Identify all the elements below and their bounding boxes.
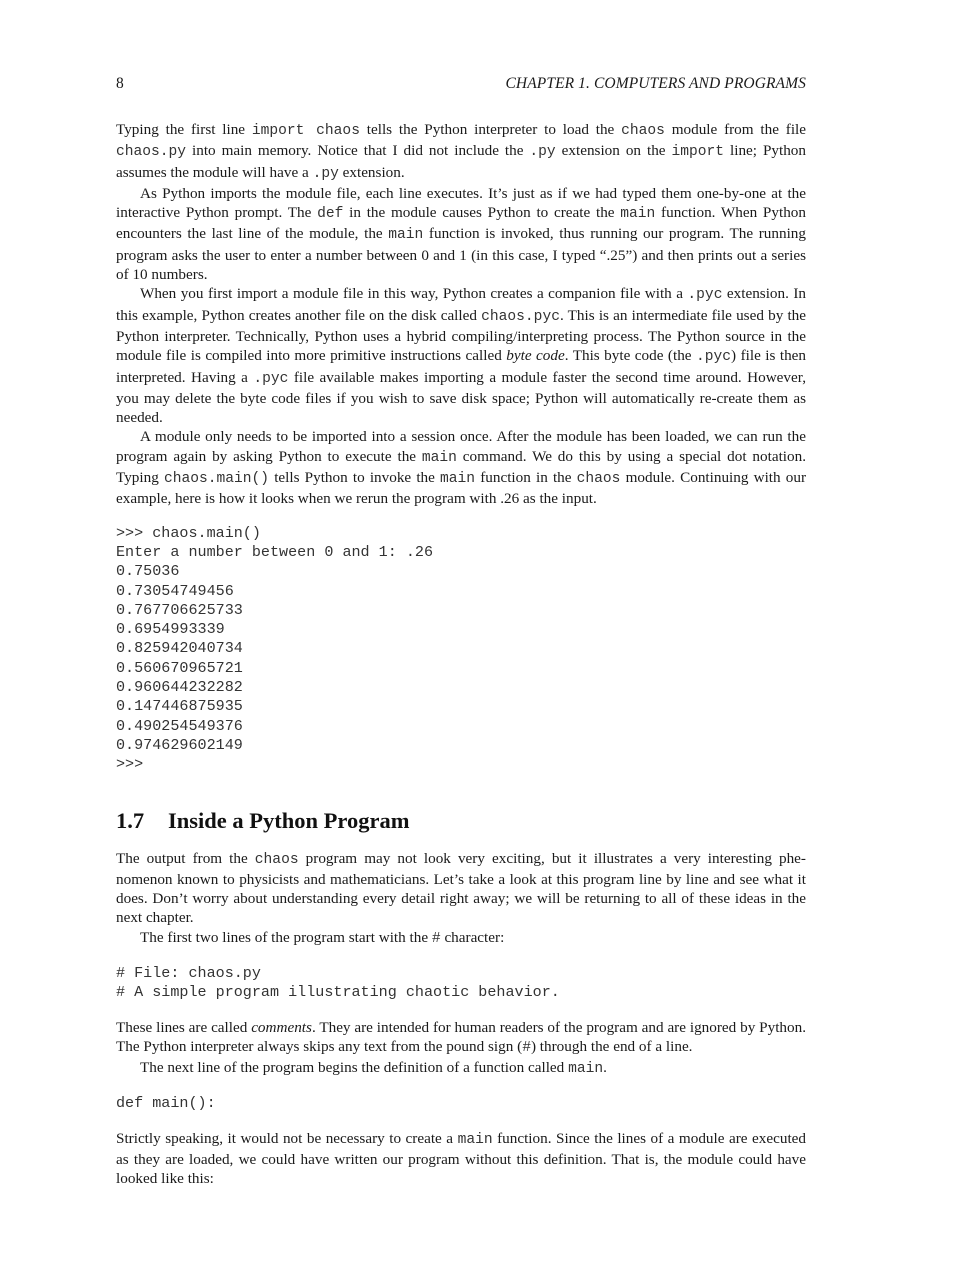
text-run: in the module causes Python to create the [343, 204, 621, 222]
text-run: module from the file [664, 121, 806, 138]
code-line: # File: chaos.py [116, 963, 261, 982]
code-line: >>> chaos.main() [116, 523, 261, 542]
section-number: 1.7 [116, 807, 145, 833]
text-run: function. Since the lines of a module are executed as they are loaded, we could have written our program without this definition. That is, the module could have looked like this: [116, 1129, 807, 1188]
body-text [116, 120, 806, 1189]
inline-code: .pyc [253, 370, 289, 387]
text-run: A module only needs to be imported into a session once. After the module has been loaded, we can run the program again by asking Python to execute the [116, 428, 806, 465]
text-run: ) through the end of a line. [530, 1037, 693, 1055]
code-line: 0.75036 [116, 562, 180, 581]
text-run: . This is an intermediate file used by the Python interpreter. Technically, Python uses a hybrid compiling/interpreting process. The Python source in the module file is compiled into more primitive instructions called [116, 306, 807, 365]
text-run: extension. [338, 163, 405, 181]
inline-code: main [457, 1131, 493, 1148]
paragraph-strictly-speaking [116, 1129, 806, 1189]
section-title: Inside a Python Program [168, 807, 410, 833]
paragraph-dot-notation [116, 427, 806, 508]
page-number: 8 [116, 75, 124, 92]
text-run: As Python imports the module file, each line executes. It’s just as if we had typed them one-by-one at the interactive Python prompt. The [116, 184, 806, 222]
code-line: 0.73054749456 [116, 581, 234, 600]
text-run: function in the [475, 469, 577, 487]
inline-code: import [671, 144, 725, 161]
text-run: extension. In this example, Python creates another file on the disk called [116, 285, 807, 324]
section-heading [116, 807, 806, 835]
emphasis: byte code [506, 347, 565, 365]
text-run: tells the Python interpreter to load the [359, 121, 622, 138]
text-run: command. We do this by using a special dot notation. Typing [116, 447, 806, 487]
comment-lines-code [116, 964, 806, 1003]
paragraph-function-definition [116, 1058, 806, 1079]
text-run: ) file is then interpreted. Having a [116, 347, 807, 386]
text-run: The first two lines of the program start with the [140, 928, 432, 946]
text-run: . This byte code (the [564, 347, 697, 365]
inline-code: main [421, 449, 457, 466]
paragraph-pyc-files [116, 284, 806, 427]
paragraph-comments [116, 1018, 806, 1059]
code-line: >>> [116, 755, 144, 774]
inline-code: main [568, 1061, 604, 1078]
paragraph-chaos-output [116, 849, 806, 928]
code-line: 0.147446875935 [116, 697, 243, 716]
inline-code: main [388, 227, 424, 244]
text-run: extension on the [555, 142, 672, 160]
def-main-code [116, 1094, 806, 1113]
text-run: . [603, 1059, 607, 1077]
paragraph-import-explanation [116, 120, 806, 184]
text-run: . They are intended for human readers of the program and are ignored by Python. The Python interpreter always skips any text from the pound sign ( [116, 1018, 806, 1055]
inline-code: chaos [254, 851, 299, 868]
paragraph-first-two-lines [116, 928, 806, 949]
text-run: program may not look very exciting, but it illustrates a very interesting phe-nomenon known to physicists and mathematicians. Let’s take a look at this program line by line and see what it does. Don’t worry about understanding every detail right away; we will be returning to all of these ideas in the next chapter. [116, 849, 806, 927]
code-line: Enter a number between 0 and 1: .26 [116, 542, 434, 561]
paragraph-module-execution [116, 184, 806, 284]
code-line: # A simple program illustrating chaotic behavior. [116, 983, 560, 1002]
text-run: module. Continuing with our example, here is how it looks when we rerun the program with .26 as the input. [116, 469, 807, 508]
inline-code: main [440, 471, 476, 488]
code-line: 0.974629602149 [116, 735, 243, 754]
text-run: The next line of the program begins the definition of a function called [140, 1059, 569, 1077]
code-line: def main(): [116, 1094, 216, 1113]
code-line: 0.960644232282 [116, 678, 243, 697]
text-run: function is invoked, thus running our program. The running program asks the user to enter a number between 0 and 1 (in this case, I typed “.25”) and then prints out a series of 10 numbers. [116, 225, 806, 284]
text-run: When you first import a module file in this way, Python creates a companion file with a [140, 285, 688, 303]
emphasis: comments [251, 1018, 312, 1036]
inline-code: chaos.main() [163, 471, 270, 488]
text-run: into main memory. Notice that I did not include the [186, 142, 530, 160]
inline-code: main [620, 206, 656, 223]
inline-code: import chaos [251, 123, 360, 139]
inline-code: .pyc [696, 349, 732, 366]
inline-code: chaos [576, 471, 621, 488]
chapter-title: CHAPTER 1. COMPUTERS AND PROGRAMS [505, 75, 806, 92]
inline-code: chaos [621, 123, 665, 139]
interactive-session-code [116, 524, 806, 775]
inline-code: # [522, 1039, 531, 1056]
running-header [116, 74, 806, 94]
text-run: line; Python assumes the module will have a [116, 142, 806, 181]
code-line: 0.6954993339 [116, 620, 225, 639]
text-run: tells Python to invoke the [269, 469, 441, 487]
text-run: character: [440, 928, 505, 946]
text-run: Typing the first line [116, 121, 252, 138]
text-run: function. When Python encounters the last line of the module, the [116, 204, 806, 243]
text-run: Strictly speaking, it would not be necessary to create a [116, 1129, 458, 1147]
inline-code: def [317, 206, 344, 223]
book-page [116, 74, 806, 1189]
inline-code: .py [529, 144, 556, 161]
inline-code: # [431, 930, 441, 947]
code-line: 0.490254549376 [116, 716, 243, 735]
inline-code: chaos.py [116, 144, 187, 161]
inline-code: chaos.pyc [481, 308, 560, 325]
inline-code: .pyc [687, 287, 723, 304]
code-line: 0.825942040734 [116, 639, 243, 658]
text-run: The output from the [116, 849, 255, 867]
text-run: These lines are called [116, 1018, 252, 1036]
code-line: 0.560670965721 [116, 658, 243, 677]
inline-code: .py [312, 165, 339, 182]
code-line: 0.767706625733 [116, 600, 243, 619]
text-run: file available makes importing a module faster the second time around. However, you may delete the byte code files if you wish to save disk space; Python will automatically re-create them as needed. [116, 368, 806, 427]
